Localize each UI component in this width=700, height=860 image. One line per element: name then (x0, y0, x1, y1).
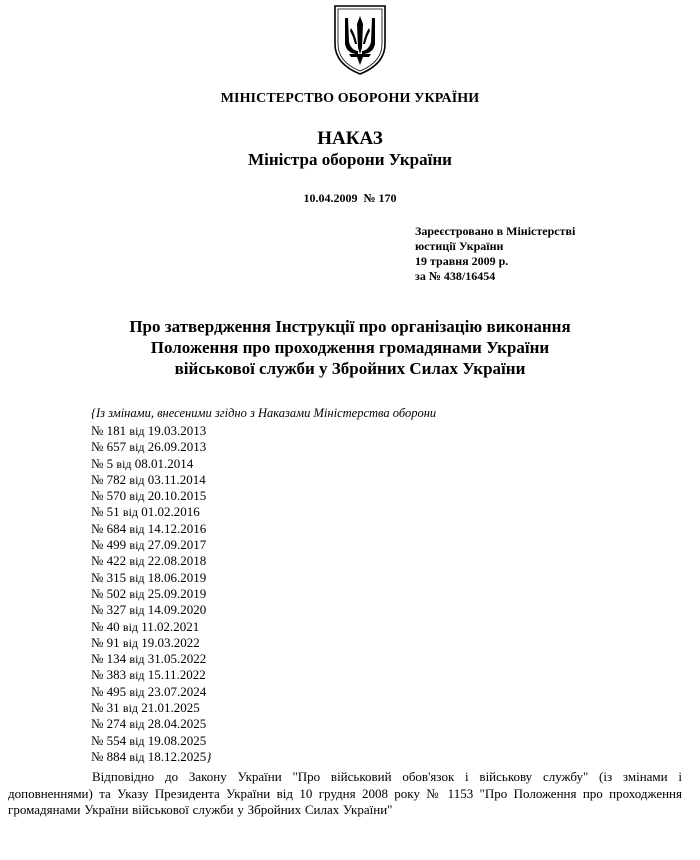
amendment-date: 08.01.2014 (134, 455, 194, 471)
preamble-paragraph: Відповідно до Закону України "Про військовий обов'язок і військову службу" (із змінами і доповненнями) та Указу Президента України від 10 грудня 2008 року № 1153 "Про Положення про проходження громадянами України військової служби у Збройних Силах України" (8, 769, 682, 817)
amendment-number: № 134 (91, 651, 127, 667)
amendment-date: 22.08.2018 (147, 553, 207, 569)
amendment-number: № 782 (91, 471, 127, 487)
amendment-connector: від (122, 505, 139, 520)
amendment-connector: від (129, 521, 145, 536)
amendment-link[interactable] (91, 472, 211, 488)
order-title: НАКАЗ (317, 128, 383, 149)
amendment-number: № 51 (91, 504, 120, 520)
amendment-connector: від (129, 684, 145, 699)
amendment-number: № 91 (91, 634, 120, 650)
amendment-link[interactable] (91, 439, 211, 455)
amendment-link[interactable] (91, 602, 211, 618)
amendments-closing-brace: } (206, 748, 212, 764)
tryzub-coat-of-arms-icon (331, 4, 389, 76)
amendment-link[interactable] (91, 504, 211, 520)
amendment-connector: від (129, 586, 145, 601)
amendment-number: № 570 (91, 488, 127, 504)
amendment-number: № 495 (91, 683, 127, 699)
amendment-number: № 383 (91, 667, 127, 683)
amendment-date: 03.11.2014 (147, 471, 206, 487)
amendment-link[interactable] (91, 651, 211, 667)
amendment-number: № 40 (91, 618, 120, 634)
amendment-link[interactable] (91, 456, 211, 472)
amendment-date: 31.05.2022 (147, 651, 207, 667)
amendment-connector: від (129, 652, 145, 667)
amendment-date: 18.12.2025 (147, 748, 207, 764)
amendment-connector: від (129, 538, 145, 553)
amendment-date: 15.11.2022 (147, 667, 206, 683)
amendment-number: № 181 (91, 423, 127, 438)
amendment-connector: від (122, 619, 139, 634)
amendment-link[interactable] (91, 700, 211, 716)
amendment-connector: від (129, 733, 145, 748)
amendment-connector: від (129, 603, 145, 618)
amendment-connector: від (122, 701, 139, 716)
amendment-link[interactable] (91, 619, 211, 635)
amendment-date: 28.04.2025 (147, 716, 207, 732)
amendment-link[interactable] (91, 537, 211, 553)
amendment-link[interactable] (91, 684, 211, 700)
amendment-connector: від (129, 717, 145, 732)
amendment-date: 19.03.2022 (141, 634, 200, 650)
amendment-date: 14.09.2020 (147, 602, 207, 618)
amendment-date: 19.03.2013 (147, 423, 207, 438)
amendment-link[interactable] (91, 553, 211, 569)
amendments-intro: {Із змінами, внесеними згідно з Наказами Міністерства оборони (91, 406, 437, 420)
order-subtitle: Міністра оборони України (248, 150, 452, 169)
document-title-line: Про затвердження Інструкції про організацію виконання (129, 317, 571, 336)
amendment-number: № 884 (91, 748, 127, 764)
amendment-number: № 499 (91, 537, 127, 553)
ministry-name: МІНІСТЕРСТВО ОБОРОНИ УКРАЇНИ (220, 91, 480, 106)
amendment-date: 14.12.2016 (147, 520, 207, 536)
amendment-number: № 274 (91, 716, 127, 732)
amendment-number: № 422 (91, 553, 127, 569)
amendment-date: 25.09.2019 (147, 585, 207, 601)
document-title (0, 316, 700, 379)
amendment-connector: від (129, 570, 145, 585)
amendment-link[interactable] (91, 667, 211, 683)
amendment-connector: від (129, 440, 145, 455)
amendment-link[interactable] (91, 586, 211, 602)
amendment-number: № 31 (91, 700, 120, 716)
amendment-number: № 5 (91, 455, 114, 471)
amendment-connector: від (122, 635, 139, 650)
amendment-date: 23.07.2024 (147, 683, 207, 699)
amendment-connector: від (129, 424, 145, 438)
amendment-number: № 327 (91, 602, 127, 618)
amendment-number: № 315 (91, 569, 127, 585)
amendment-date: 20.10.2015 (147, 488, 207, 504)
amendment-number: № 554 (91, 732, 127, 748)
amendment-date: 21.01.2025 (141, 700, 200, 716)
amendment-connector: від (129, 489, 145, 504)
document-title-line: Положення про проходження громадянами України (150, 338, 550, 357)
amendment-connector: від (129, 749, 145, 764)
amendment-connector: від (129, 668, 145, 683)
amendment-connector: від (129, 554, 145, 569)
amendment-link[interactable] (91, 570, 211, 586)
registration-line: юстиції України (415, 239, 504, 253)
amendment-link[interactable] (91, 423, 211, 439)
amendment-link[interactable] (91, 716, 211, 732)
amendment-link[interactable] (91, 733, 211, 749)
document-title-line: військової служби у Збройних Силах України (174, 359, 526, 378)
amendment-date: 18.06.2019 (147, 569, 207, 585)
amendment-link[interactable] (91, 488, 211, 504)
order-date-number: 10.04.2009 № 170 (303, 191, 397, 205)
amendment-date: 01.02.2016 (141, 504, 200, 520)
amendment-connector: від (129, 472, 145, 487)
registration-line: за № 438/16454 (415, 269, 496, 283)
amendment-number: № 684 (91, 520, 127, 536)
amendment-number: № 502 (91, 585, 127, 601)
amendment-connector: від (116, 456, 132, 471)
registration-line: Зареєстровано в Міністерстві (415, 224, 576, 238)
amendment-date: 26.09.2013 (147, 439, 207, 455)
amendment-date: 27.09.2017 (147, 537, 207, 553)
amendment-link[interactable] (91, 749, 211, 765)
amendment-link[interactable] (91, 521, 211, 537)
registration-block (415, 224, 575, 284)
amendments-list (91, 423, 211, 765)
registration-line: 19 травня 2009 р. (415, 254, 509, 268)
amendment-date: 19.08.2025 (147, 732, 207, 748)
amendment-number: № 657 (91, 439, 127, 455)
amendment-link[interactable] (91, 635, 211, 651)
amendment-date: 11.02.2021 (141, 618, 200, 634)
